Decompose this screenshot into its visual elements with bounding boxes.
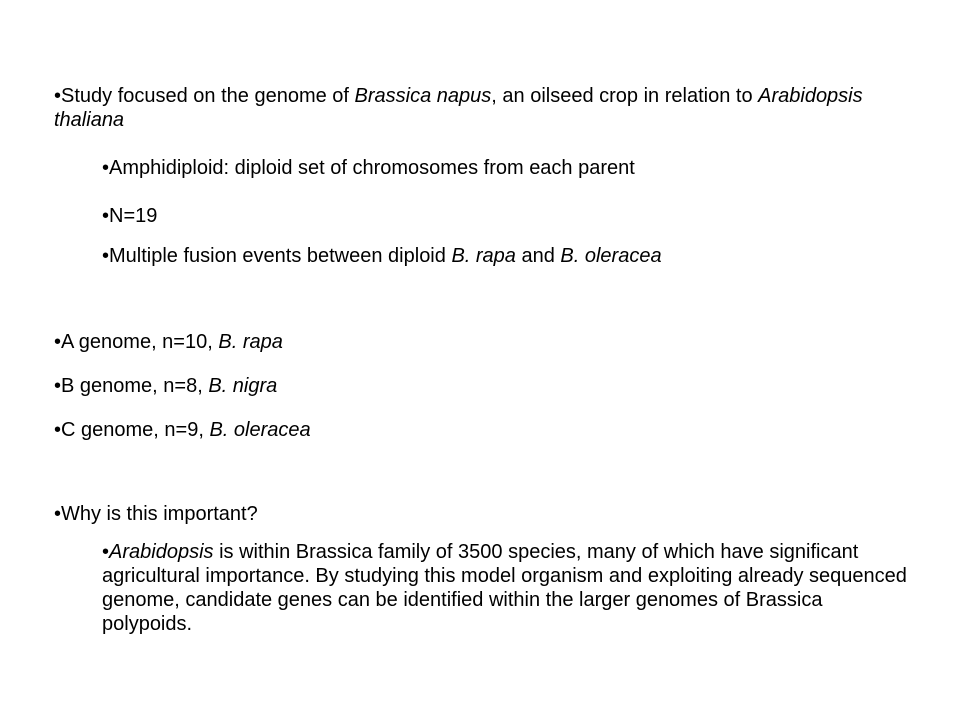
- bullet-arabidopsis-importance: [102, 540, 912, 636]
- bullet-chromosome-number: [102, 204, 157, 228]
- text-segment: •: [102, 541, 110, 563]
- text-segment: •A genome, n=10,: [54, 331, 219, 353]
- text-segment: •Amphidiploid: diploid set of chromosomes from each parent: [102, 157, 635, 179]
- species-name: B. nigra: [208, 375, 278, 397]
- species-name: Arabidopsis: [109, 541, 214, 563]
- text-segment: •Why is this important?: [54, 503, 258, 525]
- bullet-study-focus: [54, 84, 914, 132]
- bullet-c-genome: [54, 418, 311, 442]
- bullet-amphidiploid: [102, 156, 635, 180]
- bullet-why-important: [54, 502, 258, 526]
- text-segment: •N=19: [102, 205, 158, 227]
- species-name: B. rapa: [218, 331, 283, 353]
- species-name: Brassica napus: [354, 85, 492, 107]
- text-segment: •Study focused on the genome of: [54, 85, 355, 107]
- bullet-fusion-events: [102, 244, 662, 268]
- text-segment: •C genome, n=9,: [54, 419, 210, 441]
- text-segment: •B genome, n=8,: [54, 375, 209, 397]
- text-segment: is within Brassica family of 3500 species, many of which have significant agricultural importance. By studying this model organism and exploiting already sequenced genome, candidate genes can be identified within the larger genomes of Brassica polypoids.: [102, 541, 907, 635]
- species-name: B. oleracea: [560, 245, 662, 267]
- species-name: B. rapa: [451, 245, 516, 267]
- species-name: B. oleracea: [209, 419, 311, 441]
- text-segment: •Multiple fusion events between diploid: [102, 245, 452, 267]
- bullet-b-genome: [54, 374, 277, 398]
- bullet-a-genome: [54, 330, 283, 354]
- text-segment: , an oilseed crop in relation to: [491, 85, 759, 107]
- species-name: Arabidopsis thaliana: [54, 85, 863, 131]
- text-segment: and: [515, 245, 561, 267]
